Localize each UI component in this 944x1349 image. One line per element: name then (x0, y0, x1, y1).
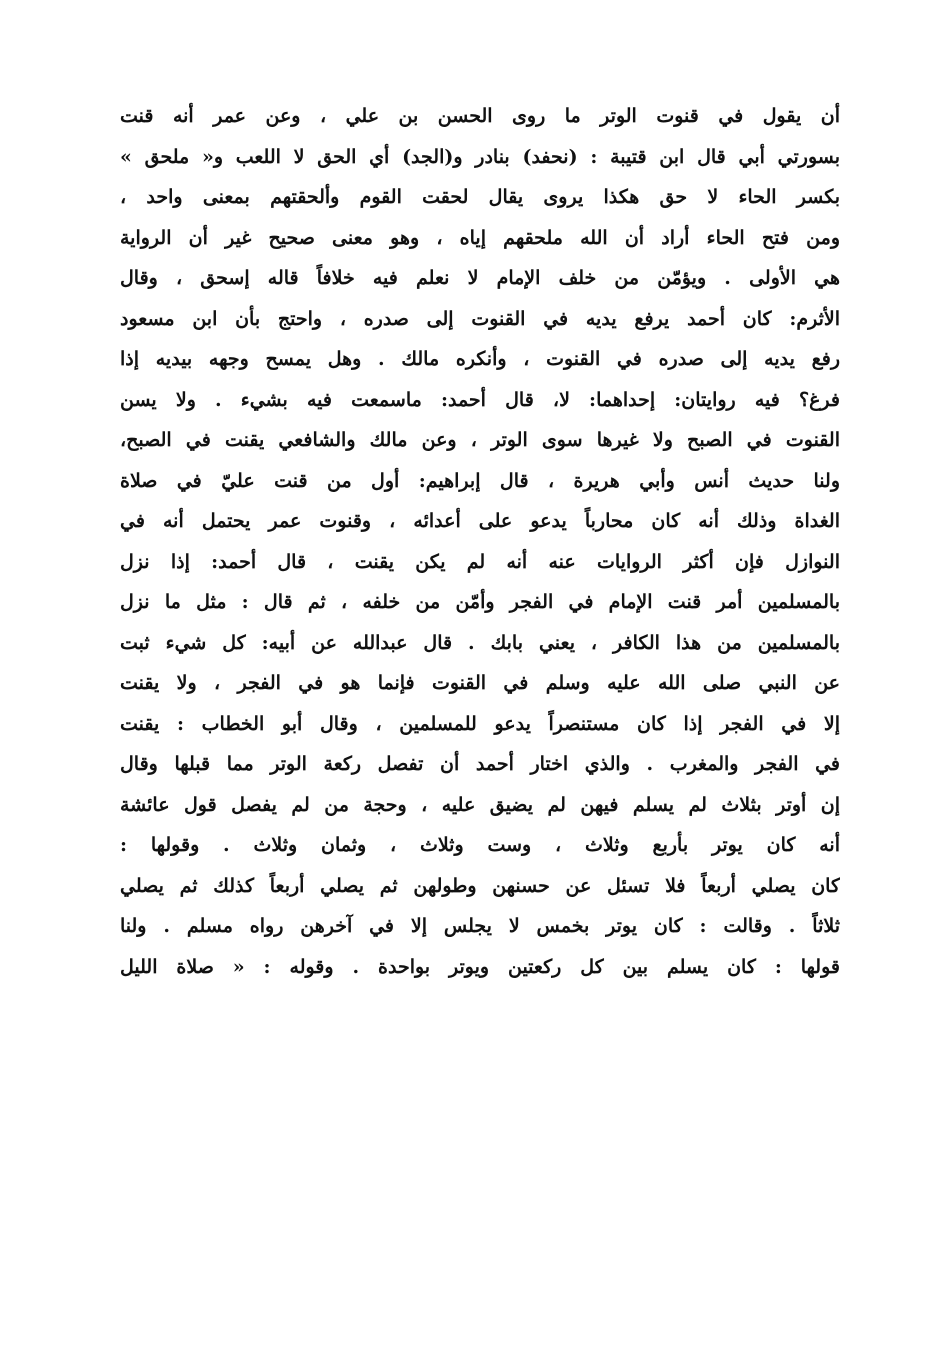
text-line: كان يصلي أربعاً فلا تسئل عن حسنهن وطولهن ثم يصلي أربعاً كذلك ثم يصلي (120, 874, 840, 897)
text-line: عن النبي صلى الله عليه وسلم في القنوت فإنما هو في الفجر ، ولا يقنت (120, 672, 840, 694)
text-line: في الفجر والمغرب . والذي اختار أحمد أن تفصل ركعة الوتر مما قبلها وقال (120, 753, 840, 775)
body-text (120, 96, 840, 987)
text-line: هي الأولى . ويؤمّن من خلف الإمام لا نعلم فيه خلافاً قاله إسحق ، وقال (120, 267, 840, 289)
text-line: ومن فتح الحاء أراد أن الله ملحقهم إياه ، وهو معنى صحيح غير أن الرواية (120, 226, 840, 249)
text-line: النوازل فإن أكثر الروايات عنه أنه لم يكن يقنت ، قال أحمد: إذا نزل (120, 550, 840, 573)
text-line: الغداة وذلك أنه كان محارباً يدعو على أعدائه ، وقنوت عمر يحتمل أنه في (120, 510, 840, 532)
text-line: بسورتي أبي قال ابن قتيبة : (نحفد) بنادر و(الجد) أي الحق لا اللعب و« ملحق » (120, 145, 840, 168)
text-line: ولنا حديث أنس وأبي هريرة ، قال إبراهيم: أول من قنت عليّ في صلاة (120, 469, 840, 492)
text-line: القنوت في الصبح ولا غيرها سوى الوتر ، وعن مالك والشافعي يقنت في الصبح، (120, 429, 840, 451)
text-line: إلا في الفجر إذا كان مستنصراً يدعو للمسلمين ، وقال أبو الخطاب : يقنت (120, 712, 840, 735)
text-line: قولها : كان يسلم بين كل ركعتين ويوتر بواحدة . وقوله : « صلاة الليل (120, 955, 840, 978)
text-line: بكسر الحاء لا حق هكذا يروى يقال لحقت القوم وألحقتهم بمعنى واحد ، (120, 186, 840, 208)
text-line: رفع يديه إلى صدره في القنوت ، وأنكره مالك . وهل يمسح وجهه بيديه إذا (120, 348, 840, 370)
text-line: أنه كان يوتر بأربع وثلاث ، وست وثلاث ، وثمان وثلاث . وقولها : (120, 834, 840, 856)
text-line: الأثرم: كان أحمد يرفع يديه في القنوت إلى صدره ، واحتج بأن ابن مسعود (120, 307, 840, 330)
text-line: فرغ؟ فيه روايتان: إحداهما: لا، قال أحمد: ماسمعت فيه بشيء . ولا يسن (120, 388, 840, 411)
text-line: أن يقول في قنوت الوتر ما روى الحسن بن علي ، وعن عمر أنه قنت (120, 105, 840, 127)
text-line: ثلاثاً . وقالت : كان يوتر بخمس لا يجلس إلا في آخرهن رواه مسلم . ولنا (120, 915, 840, 937)
text-line: بالمسلمين من هذا الكافر ، يعني بابك . قال عبدالله عن أبيه: كل شيء ثبت (120, 631, 840, 654)
text-line: بالمسلمين أمر قنت الإمام في الفجر وأمّن من خلفه ، ثم قال : مثل ما نزل (120, 591, 840, 613)
text-line: إن أوتر بثلاث لم يسلم فيهن لم يضيق عليه ، وحجة من لم يفصل قول عائشة (120, 793, 840, 816)
